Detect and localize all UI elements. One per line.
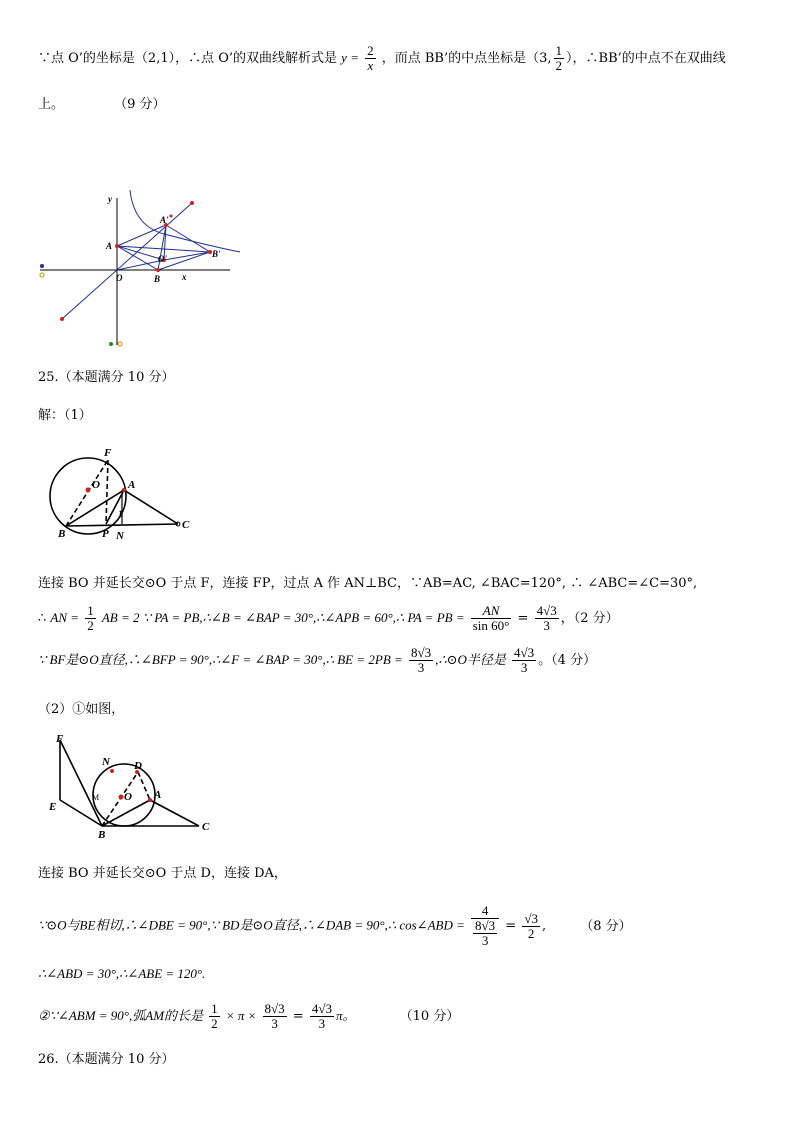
coordinate-figure	[30, 180, 270, 355]
fig2-label-f: F	[104, 447, 112, 459]
fig2-label-b: B	[58, 528, 66, 540]
line1-midpoint-fraction: $\frac{1}{2}$	[555, 43, 563, 73]
circle-triangle-figure-1	[40, 444, 210, 544]
fig3-label-e: E	[49, 801, 57, 813]
solution-part-1-label: 解：（1）	[38, 408, 92, 423]
fig3-label-a: A	[154, 789, 162, 801]
fig2-label-a: A	[128, 479, 136, 491]
fig3-label-f: F	[56, 733, 64, 745]
answer-line-2	[38, 93, 166, 112]
point-a-label: A	[106, 241, 113, 251]
fig2-label-p: P	[102, 528, 109, 540]
solution-part-2-label: （2）①如图，	[38, 702, 125, 717]
solution-line-6: ∴∠ABD = 30°,∴∠ABE = 120°.	[38, 966, 206, 981]
fig3-label-n: N	[102, 756, 110, 768]
question-26-title: 26.（本题满分 10 分）	[38, 1052, 175, 1067]
fig3-label-m: M	[92, 793, 100, 802]
question-25-title: 25.（本题满分 10 分）	[38, 370, 175, 385]
answer-line-1	[38, 44, 726, 73]
fig2-label-c: C	[182, 519, 190, 531]
fig2-label-angle-1: 1	[118, 509, 123, 519]
solution-line-4: 连接 BO 并延长交⊙O 于点 D，连接 DA，	[38, 866, 287, 881]
point-o-prime-label: O'	[158, 254, 167, 264]
fig3-label-b: B	[98, 829, 106, 840]
axis-y-label: y	[108, 194, 112, 204]
line1-eq-lhs: y =	[341, 50, 359, 65]
point-b-prime-label: B'	[212, 249, 221, 259]
point-o-label: O	[116, 273, 123, 283]
compound-fraction: $\frac{4}{\frac{8√3}{3}}$	[471, 904, 499, 948]
line1-fraction: $\frac{2}{x}$	[367, 43, 374, 73]
line2-text: 上。	[38, 97, 65, 112]
line1-text-a: ∵点 O’的坐标是（2,1），∴点 O’的双曲线解析式是	[38, 51, 338, 66]
point-b-label: B	[154, 274, 161, 284]
point-a-prime-label: A'	[160, 215, 169, 225]
solution-line-1: 连接 BO 并延长交⊙O 于点 F，连接 FP，过点 A 作 AN⊥BC，∵AB=AC, ∠BAC=120°, ∴ ∠ABC=∠C=30°,	[38, 576, 698, 591]
axis-x-label: x	[182, 272, 187, 282]
line1-text-c: ），∴BB’的中点不在双曲线	[566, 51, 726, 66]
fig3-label-c: C	[202, 821, 210, 833]
fig2-label-n: N	[116, 530, 124, 542]
line1-text-b: ，而点 BB’的中点坐标是（3,	[381, 51, 552, 66]
solution-line-3: ∵ BF是⊙O直径,∴∠BFP = 90°,∴∠F = ∠BAP = 30°,∴ BE = 2PB = $\frac{8√3}{3}$ ,∴⊙O半径是 $\frac{4√3}{3}$ 。（4 分）	[38, 645, 597, 675]
line2-score: （9 分）	[114, 97, 166, 112]
fig3-label-d: D	[134, 760, 142, 772]
solution-line-5: ∵⊙O与BE相切,∴∠DBE = 90°,∵ BD是⊙O直径,∴∠DAB = 90°,∴ cos∠ABD = $\frac{4}{\frac{8√3}{3}}$ = $\frac{√3}{2}$ , （8 分）	[38, 903, 632, 948]
solution-line-7: ②∵∠ABM = 90°,弧AM的长是 $\frac{1}{2}$ × π × $\frac{8√3}{3}$ = $\frac{4√3}{3}$ π。 （10 分）	[38, 1001, 460, 1031]
circle-triangle-figure-2	[44, 730, 224, 840]
fig3-label-o: O	[124, 791, 132, 803]
fig2-label-o: O	[92, 479, 100, 491]
solution-line-2: ∴ AN = $\frac{1}{2}$ AB = 2 ∵ PA = PB,∴∠B = ∠BAP = 30°,∴∠APB = 60°,∴ PA = PB = $\frac{AN}{\sin 60^\circ}$ = $\frac{4√3}{3}$ ，（2 分）	[38, 603, 619, 633]
